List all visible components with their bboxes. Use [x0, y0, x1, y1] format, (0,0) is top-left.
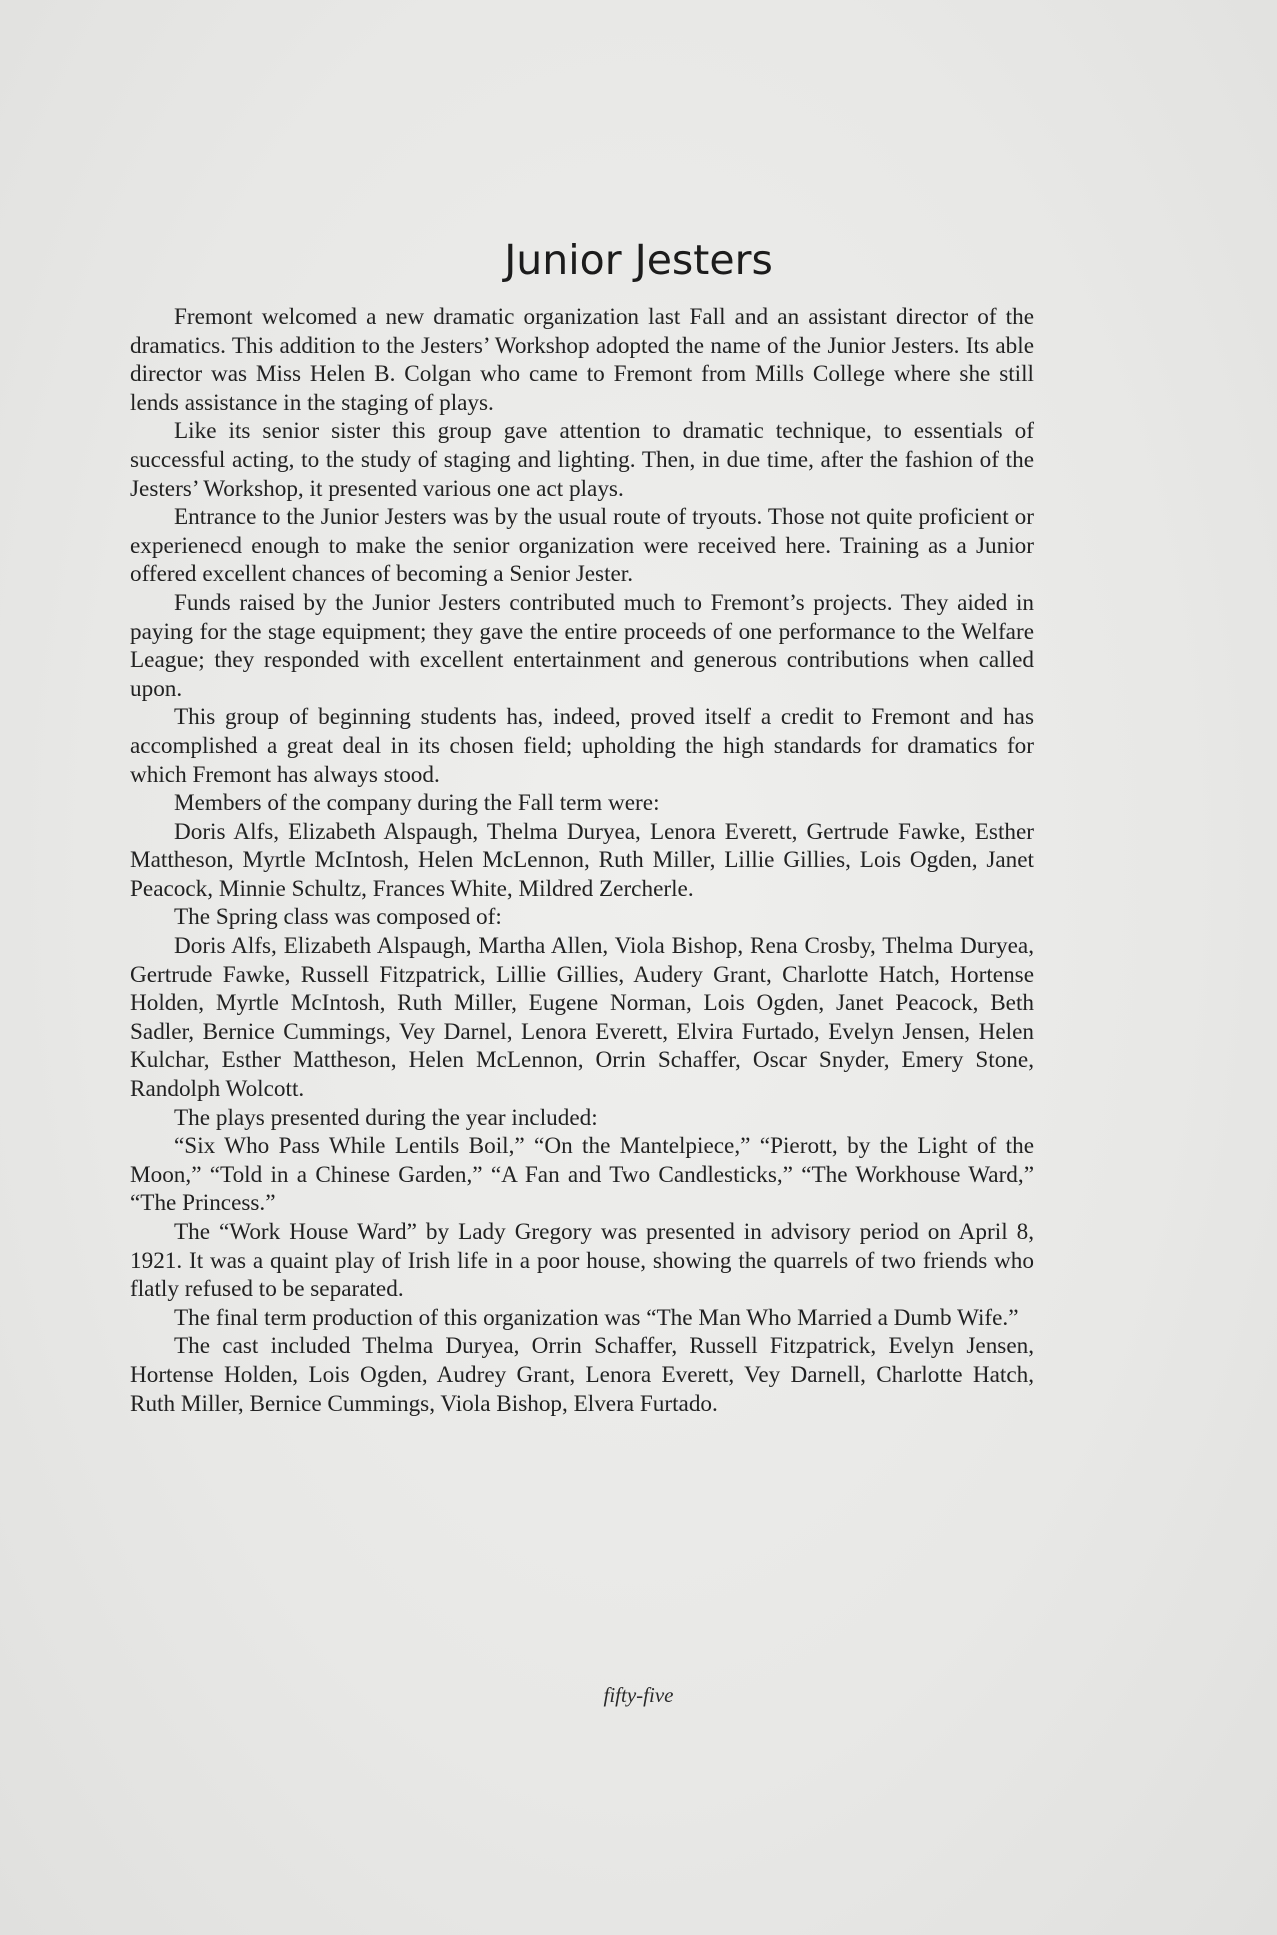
paragraph: Members of the company during the Fall term were: — [174, 790, 660, 817]
page-number: fifty-five — [603, 1683, 674, 1707]
paragraph: The final term production of this organization was “The Man Who Married a Dumb Wife.” — [174, 1304, 1019, 1331]
paragraph: This group of beginning students has, indeed, proved itself a credit to Fremont and has accomplished a great deal in its chosen field; upholding the high standards for dramatics for which Fremont has always stood. — [130, 704, 1034, 788]
article-body — [130, 303, 1034, 1418]
paragraph: The plays presented during the year included: — [174, 1104, 598, 1131]
paragraph: Fremont welcomed a new dramatic organization last Fall and an assistant director of the dramatics. This addition to the Jesters’ Workshop adopted the name of the Junior Jesters. Its able director was Miss Helen B. Colgan who came to Fremont from Mills College where she still lends assistance in the staging of plays. — [130, 304, 1034, 416]
paragraph: Entrance to the Junior Jesters was by the usual route of tryouts. Those not quite proficient or experienecd enough to make the senior organization were received here. Training as a Junior offered excellent chances of becoming a Senior Jester. — [130, 504, 1034, 588]
paragraph: The cast included Thelma Duryea, Orrin Schaffer, Russell Fitzpatrick, Evelyn Jensen, Hortense Holden, Lois Ogden, Audrey Grant, Lenora Everett, Vey Darnell, Charlotte Hatch, Ruth Miller, Bernice Cummings, Viola Bishop, Elvera Furtado. — [130, 1333, 1034, 1417]
paragraph: “Six Who Pass While Lentils Boil,” “On the Mantelpiece,” “Pierott, by the Light of the Moon,” “Told in a Chinese Garden,” “A Fan and Two Candlesticks,” “The Workhouse Ward,” “The Princess.” — [130, 1133, 1034, 1217]
paragraph: The Spring class was composed of: — [174, 904, 502, 931]
paragraph: The “Work House Ward” by Lady Gregory was presented in advisory period on April 8, 1921. It was a quaint play of Irish life in a poor house, showing the quarrels of two friends who flatly refused to be separated. — [130, 1219, 1034, 1303]
paragraph: Doris Alfs, Elizabeth Alspaugh, Martha Allen, Viola Bishop, Rena Crosby, Thelma Duryea, Gertrude Fawke, Russell Fitzpatrick, Lillie Gillies, Audery Grant, Charlotte Hatch, Hortense Holden, Myrtle McIntosh, Ruth Miller, Eugene Norman, Lois Ogden, Janet Peacock, Beth Sadler, Bernice Cummings, Vey Darnel, Lenora Everett, Elvira Furtado, Evelyn Jensen, Helen Kulchar, Esther Mattheson, Helen McLennon, Orrin Schaffer, Oscar Snyder, Emery Stone, Randolph Wolcott. — [130, 933, 1034, 1103]
paragraph: Funds raised by the Junior Jesters contributed much to Fremont’s projects. They aided in paying for the stage equipment; they gave the entire proceeds of one performance to the Welfare League; they responded with excellent entertainment and generous contributions when called upon. — [130, 589, 1034, 702]
paragraph: Like its senior sister this group gave attention to dramatic technique, to essentials of successful acting, to the study of staging and lighting. Then, in due time, after the fashion of the Jesters’ Workshop, it presented various one act plays. — [130, 418, 1034, 502]
page-title: Junior Jesters — [504, 236, 773, 284]
paragraph: Doris Alfs, Elizabeth Alspaugh, Thelma Duryea, Lenora Everett, Gertrude Fawke, Esther Mattheson, Myrtle McIntosh, Helen McLennon, Ruth Miller, Lillie Gillies, Lois Ogden, Janet Peacock, Minnie Schultz, Frances White, Mildred Zercherle. — [130, 818, 1034, 902]
